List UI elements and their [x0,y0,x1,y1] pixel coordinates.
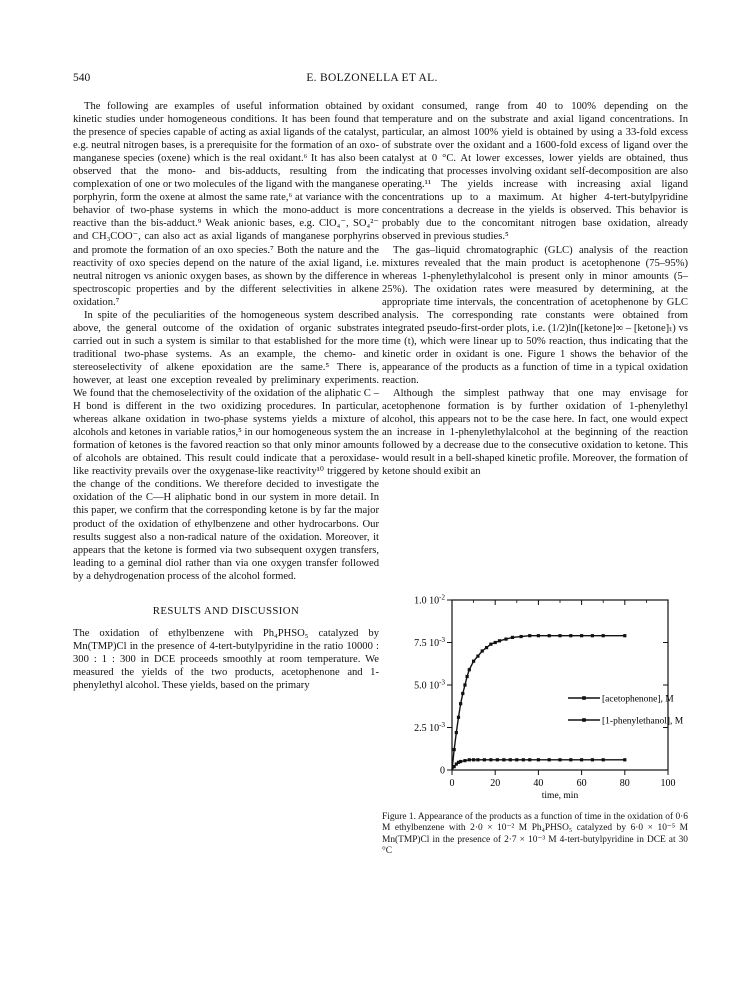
data-point [459,760,462,763]
page-number: 540 [73,72,91,84]
legend-label: [acetophenone], M [602,694,674,705]
data-point [466,675,469,678]
legend-marker [582,718,586,722]
data-point [468,668,471,671]
paragraph: The following are examples of useful information obtained by kinetic studies under homogeneous conditions. It has been found that the presence of species capable of acting as axial ligands of the catalyst, e.g. neutral nitrogen bases, is a prerequisite for the formation of an oxo-manganese species (oxene) which is the real oxidant.⁶ It has also been observed that the mono- and bis-adducts, resulting from the complexation of one or two molecules of the ligand with the manganese porphyrin, form the oxene at almost the same rate,⁶ at variance with the behavior of two-phase systems in which the mono-adduct is more reactive than the bis-adduct.⁹ Weak anionic bases, e.g. ClO₄⁻, SO₄²⁻ and CH₃COO⁻, can also act as axial ligands of manganese porphyrins and promote the formation of an oxo species.⁷ Both the nature and the reactivity of oxo species depend on the nature of the axial ligand, i.e. neutral nitrogen vs anionic oxygen bases, as shown by the difference in spectroscopic properties and by the different selectivities in alkene oxidation.⁷ [73,101,379,308]
x-tick-label: 100 [660,778,676,789]
data-point [489,643,492,646]
data-point [457,716,460,719]
paragraph: The gas–liquid chromatographic (GLC) analysis of the reaction mixtures revealed that the main product is acetophenone (75–95%) whereas 1-phenylethylalcohol is present only in minor amounts (5–25%). The oxidation rates were measured by determining, at the appropriate time intervals, the concentration of acetophenone by GLC analysis. The corresponding rate constants were obtained from integrated pseudo-first-order plots, i.e. (1/2)ln([ketone]∞ – [ketone]ₜ) vs time (t), which were linear up to 50% reaction, thus indicating that the kinetic order in oxidant is one. Figure 1 shows the behavior of the appearance of the products as a function of time in a typical oxidation reaction. [382,244,688,386]
data-point [481,649,484,652]
data-point [461,692,464,695]
data-point [580,758,583,761]
legend-marker [582,696,586,700]
data-point [537,758,540,761]
data-point [522,758,525,761]
paragraph: oxidant consumed, range from 40 to 100% depending on the temperature and on the substrate and axial ligand concentrations. In particular, an almost 100% yield is obtained by using a 33-fold excess of substrate over the oxidant and a 1600-fold excess of ligand over the catalyst at 0 °C. At lower excesses, lower yields are obtained, thus indicating that processes involving oxidant self-decomposition are also operating.¹¹ The yields increase with increasing axial ligand concentrations up to a maximum. At higher 4-tert-butylpyridine concentrations a decrease in the yields is observed. This behavior is probably due to the concomitant nitrogen base oxidation, already observed in previous studies.⁵ [382,101,688,243]
data-point [476,655,479,658]
paragraph: The oxidation of ethylbenzene with Ph₄PHSO₅ catalyzed by Mn(TMP)Cl in the presence of 4-tert-butylpyridine in the ratio 10000 : 300 : 1 : 300 in DCE proceeds smoothly at room temperature. We measured the yields of the two products, acetophenone and 1-phenylethyl alcohol. These yields, based on the primary [73,627,379,691]
right-column [382,100,688,478]
data-point [459,702,462,705]
x-tick-label: 0 [449,778,455,789]
data-point [502,758,505,761]
kinetics-chart [382,580,688,810]
data-point [558,634,561,637]
paragraph: Although the simplest pathway that one may envisage for acetophenone formation is by further oxidation of 1-phenylethyl alcohol, this appears not to be the case here. In fact, one would expect an increase in 1-phenylethylalcohol at the beginning of the reaction followed by a decrease due to the consecutive oxidation to ketone. This would result in a bell-shaped kinetic profile. Moreover, the formation of ketone should exibit an [382,388,688,478]
data-point [463,759,466,762]
data-point [537,634,540,637]
y-tick-label: 1.0 $10^{-2}$ [414,593,445,607]
data-point [602,758,605,761]
data-point [591,758,594,761]
data-point [602,634,605,637]
legend-label: [1-phenylethanol], M [602,716,684,727]
data-point [511,636,514,639]
data-point [453,748,456,751]
running-head: E. BOLZONELLA ET AL. [306,72,438,84]
data-point [520,635,523,638]
figure-1 [382,580,688,980]
data-point [498,639,501,642]
data-point [468,758,471,761]
data-point [463,683,466,686]
data-point [496,758,499,761]
y-tick-label: 2.5 $10^{-3}$ [414,721,445,734]
data-point [528,758,531,761]
data-point [623,634,626,637]
y-tick-label: 5.0 $10^{-3}$ [414,678,445,692]
data-point [455,731,458,734]
left-column [73,100,379,692]
x-axis-label: time, min [541,791,579,801]
data-point [548,634,551,637]
data-point [494,641,497,644]
data-point [489,758,492,761]
data-point [591,634,594,637]
data-point [569,758,572,761]
plot-frame [452,600,668,770]
paragraph: In spite of the peculiarities of the homogeneous system described above, the general outcome of the oxidation of organic substrates carried out in such a system is similar to that established for the more traditional two-phase systems. As an example, the chemo- and stereoselectivity of alkene epoxidation are the same.⁵ There is, however, at least one exception revealed by preliminary experiments. We found that the chemoselectivity of the oxidation of the aliphatic C – H bond is different in the two oxidizing procedures. In particular, whereas alkane oxidation in two-phase systems yields a mixture of alcohols and ketones in variable ratios,⁵ in our homogeneous system the formation of ketones is the favored reaction so that only minor amounts of alcohols are obtained. This result could indicate that a peroxidase-like reactivity prevails over the oxygenase-like reactivity¹⁰ triggered by the change of the conditions. We therefore decided to investigate the oxidation of the C—H aliphatic bond in our system in more detail. In this paper, we confirm that the corresponding ketone is by far the major product of the oxidation of ethylbenzene and other hydrocarbons. Our results suggest also a non-radical nature of the oxidation. Moreover, it appears that the ketone is formed via two subsequent oxygen transfers, leading to a geminal diol rather than via one oxygen transfer followed by a dehydrogenation process of the alcohol formed. [73,309,379,582]
data-point [623,758,626,761]
y-tick-label: 0 [440,765,445,777]
data-point [515,758,518,761]
x-tick-label: 60 [576,778,587,789]
data-point [483,758,486,761]
data-point [509,758,512,761]
data-point [580,634,583,637]
data-point [569,634,572,637]
section-heading: RESULTS AND DISCUSSION [152,604,300,617]
y-tick-label: 7.5 $10^{-3}$ [414,636,445,649]
data-point [548,758,551,761]
data-point [558,758,561,761]
data-point [472,660,475,663]
figure-caption: Figure 1. Appearance of the products as a function of time in the oxidation of 0·6 M ethylbenzene with 2·0 × 10⁻² M Ph₄PHSO₅ catalyzed by 6·0 × 10⁻⁵ M Mn(TMP)Cl in the presence of 2·7 × 10⁻³ M 4-tert-butylpyridine in DCE at 30 °C [382,812,688,857]
x-tick-label: 20 [490,778,501,789]
data-point [485,646,488,649]
data-point [504,638,507,641]
data-point [476,758,479,761]
data-point [528,634,531,637]
data-point [472,758,475,761]
x-tick-label: 40 [533,778,544,789]
x-tick-label: 80 [619,778,630,789]
